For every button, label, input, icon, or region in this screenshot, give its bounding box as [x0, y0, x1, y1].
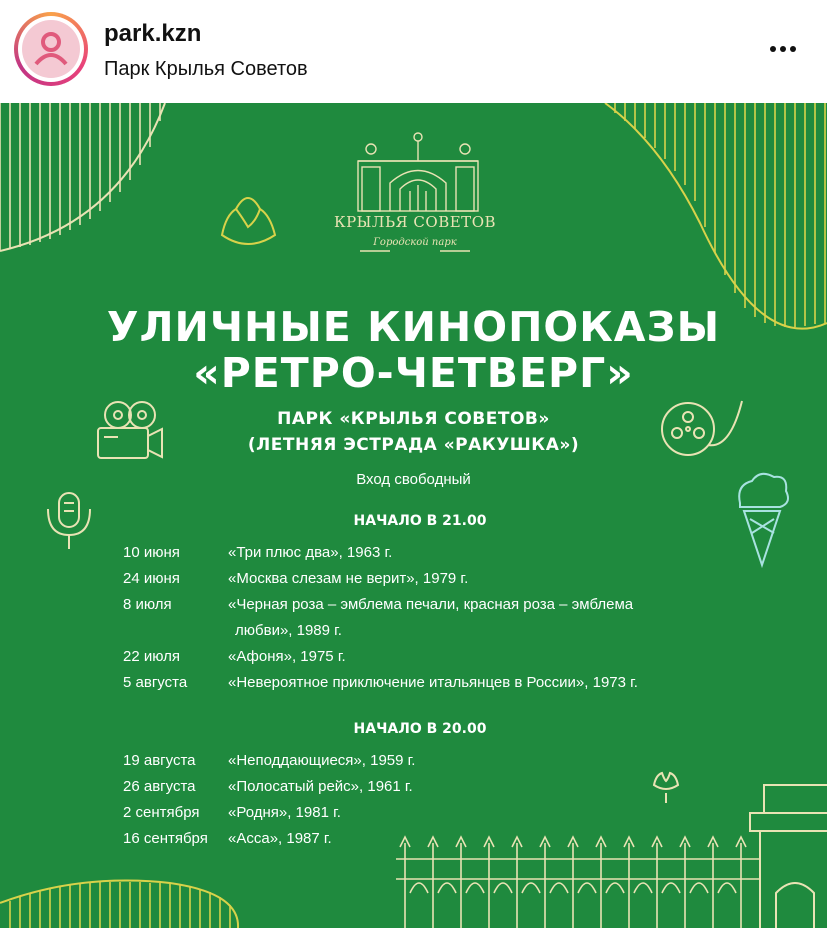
schedule-date: 22 июля: [123, 648, 181, 665]
avatar[interactable]: [14, 12, 88, 86]
curtain-left-decoration: [0, 103, 165, 251]
schedule-film: «Полосатый рейс», 1961 г.: [228, 778, 413, 795]
logo-subtitle: Городской парк: [373, 237, 457, 248]
schedule-film: «Москва слезам не верит», 1979 г.: [228, 570, 469, 587]
title-line-1: УЛИЧНЫЕ КИНОПОКАЗЫ: [106, 303, 721, 351]
schedule-date: 10 июня: [123, 544, 180, 561]
schedule-date: 2 сентября: [123, 804, 200, 821]
section-heading-21: НАЧАЛО В 21.00: [353, 513, 487, 529]
schedule-film-continuation: любви», 1989 г.: [235, 622, 342, 639]
park-gate-logo-icon: [358, 133, 478, 251]
schedule-date: 8 июля: [123, 596, 172, 613]
curtain-right-decoration: [605, 103, 827, 329]
schedule-row: [0, 648, 827, 672]
schedule-film: «Неподдающиеся», 1959 г.: [228, 752, 416, 769]
park-logo-icon: [22, 20, 80, 78]
entry-note: Вход свободный: [356, 471, 471, 488]
more-options-icon[interactable]: [766, 36, 800, 62]
schedule-date: 19 августа: [123, 752, 196, 769]
schedule-film: «Три плюс два», 1963 г.: [228, 544, 393, 561]
post-header: [0, 0, 827, 103]
schedule-row: [0, 570, 827, 594]
schedule-film: «Невероятное приключение итальянцев в России», 1973 г.: [228, 674, 638, 691]
logo-name: КРЫЛЬЯ СОВЕТОВ: [333, 213, 497, 231]
schedule-date: 24 июня: [123, 570, 180, 587]
schedule-row: [0, 830, 827, 854]
schedule-date: 5 августа: [123, 674, 188, 691]
venue-line-2: (ЛЕТНЯЯ ЭСТРАДА «РАКУШКА»): [247, 435, 580, 455]
schedule-film: «Родня», 1981 г.: [228, 804, 341, 821]
schedule-row: [0, 596, 827, 620]
title-line-2: «РЕТРО-ЧЕТВЕРГ»: [193, 349, 634, 397]
schedule-film: «Асса», 1987 г.: [228, 830, 332, 847]
schedule-row: [0, 752, 827, 776]
schedule-date: 16 сентября: [123, 830, 208, 847]
schedule-film: «Черная роза – эмблема печали, красная роза – эмблема: [228, 596, 634, 613]
schedule-row: [0, 804, 827, 828]
venue-line-1: ПАРК «КРЫЛЬЯ СОВЕТОВ»: [277, 409, 550, 429]
location-tag[interactable]: Парк Крылья Советов: [104, 58, 308, 80]
schedule-row: [0, 778, 827, 802]
bush-decoration: [0, 881, 238, 928]
schedule-date: 26 августа: [123, 778, 196, 795]
lotus-icon: [222, 198, 275, 244]
schedule-row: [0, 674, 827, 698]
post-image[interactable]: [0, 103, 827, 928]
schedule-film: «Афоня», 1975 г.: [228, 648, 346, 665]
section-heading-20: НАЧАЛО В 20.00: [353, 721, 487, 737]
username[interactable]: park.kzn: [104, 20, 202, 47]
schedule-row: [0, 544, 827, 568]
